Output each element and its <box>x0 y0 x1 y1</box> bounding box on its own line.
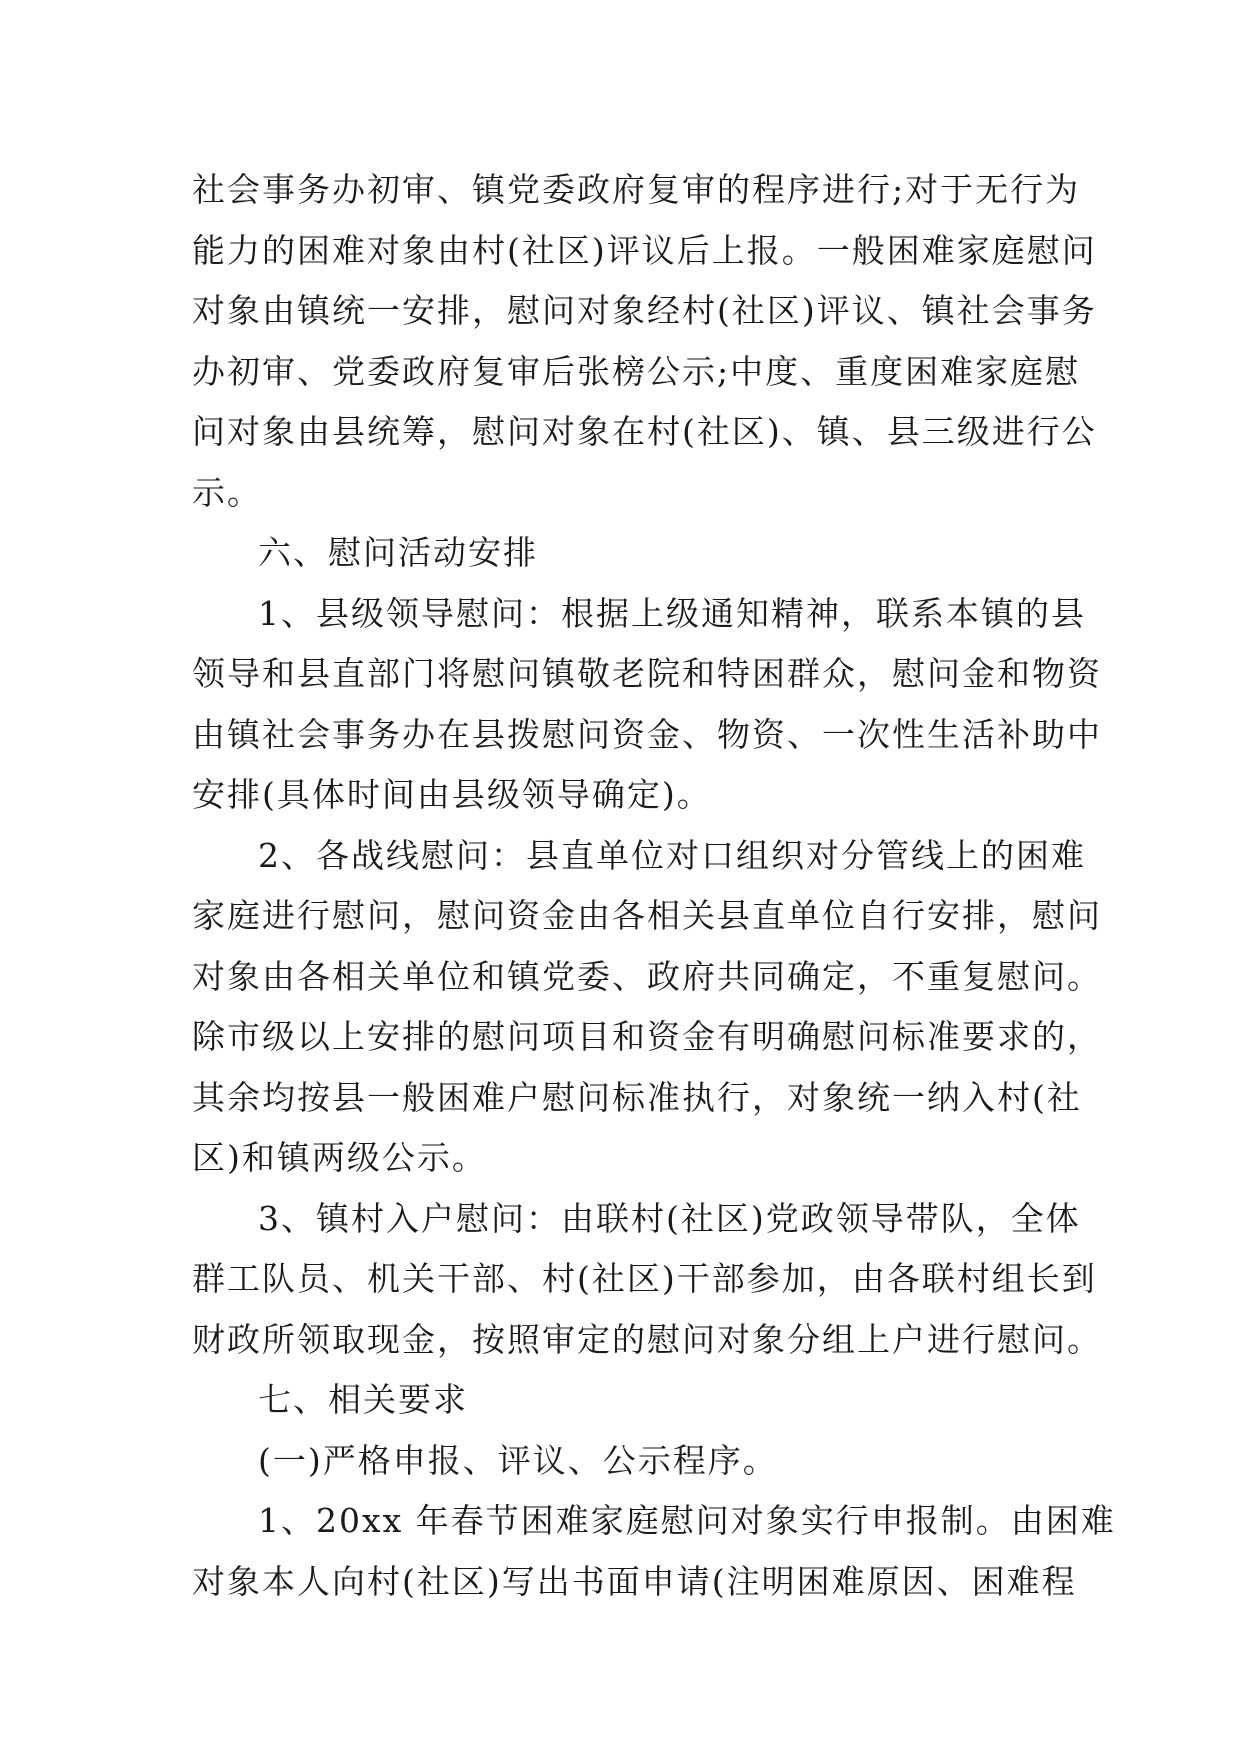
paragraph-line: 区)和镇两级公示。 <box>192 1138 487 1177</box>
paragraph-line: 办初审、党委政府复审后张榜公示;中度、重度困难家庭慰 <box>192 351 1081 391</box>
section-heading: 六、慰问活动安排 <box>258 533 538 572</box>
section-heading: 七、相关要求 <box>258 1380 468 1419</box>
paragraph-line: 由镇社会事务办在县拨慰问资金、物资、一次性生活补助中 <box>192 714 1102 754</box>
paragraph-line: 对象由镇统一安排，慰问对象经村(社区)评议、镇社会事务 <box>192 291 1097 330</box>
paragraph-line: 领导和县直部门将慰问镇敬老院和特困群众，慰问金和物资 <box>192 654 1102 693</box>
subsection-heading: (一)严格申报、评议、公示程序。 <box>258 1440 778 1480</box>
paragraph-line: 问对象由县统筹，慰问对象在村(社区)、镇、县三级进行公 <box>192 412 1097 451</box>
paragraph-line: 除市级以上安排的慰问项目和资金有明确慰问标准要求的， <box>192 1017 1102 1056</box>
paragraph-line: 1、20xx 年春节困难家庭慰问对象实行申报制。由困难 <box>258 1501 1116 1540</box>
paragraph-line: 安排(具体时间由县级领导确定)。 <box>192 775 712 814</box>
paragraph-line: 其余均按县一般困难户慰问标准执行，对象统一纳入村(社 <box>192 1077 1082 1117</box>
paragraph-line: 能力的困难对象由村(社区)评议后上报。一般困难家庭慰问 <box>192 230 1097 270</box>
paragraph-line: 3、镇村入户慰问：由联村(社区)党政领导带队，全体 <box>258 1198 1081 1238</box>
paragraph-line: 群工队员、机关干部、村(社区)干部参加，由各联村组长到 <box>192 1259 1097 1298</box>
document-body <box>192 160 1116 1612</box>
paragraph-line: 对象由各相关单位和镇党委、政府共同确定，不重复慰问。 <box>192 956 1102 996</box>
paragraph-line: 家庭进行慰问，慰问资金由各相关县直单位自行安排，慰问 <box>192 896 1102 935</box>
paragraph-line: 2、各战线慰问：县直单位对口组织对分管线上的困难 <box>258 835 1086 875</box>
paragraph-line: 社会事务办初审、镇党委政府复审的程序进行;对于无行为 <box>192 170 1081 209</box>
paragraph-line: 1、县级领导慰问：根据上级通知精神，联系本镇的县 <box>258 593 1086 633</box>
paragraph-line: 示。 <box>192 472 262 512</box>
paragraph-line: 财政所领取现金，按照审定的慰问对象分组上户进行慰问。 <box>192 1319 1102 1359</box>
paragraph-line: 对象本人向村(社区)写出书面申请(注明困难原因、困难程 <box>192 1561 1077 1601</box>
